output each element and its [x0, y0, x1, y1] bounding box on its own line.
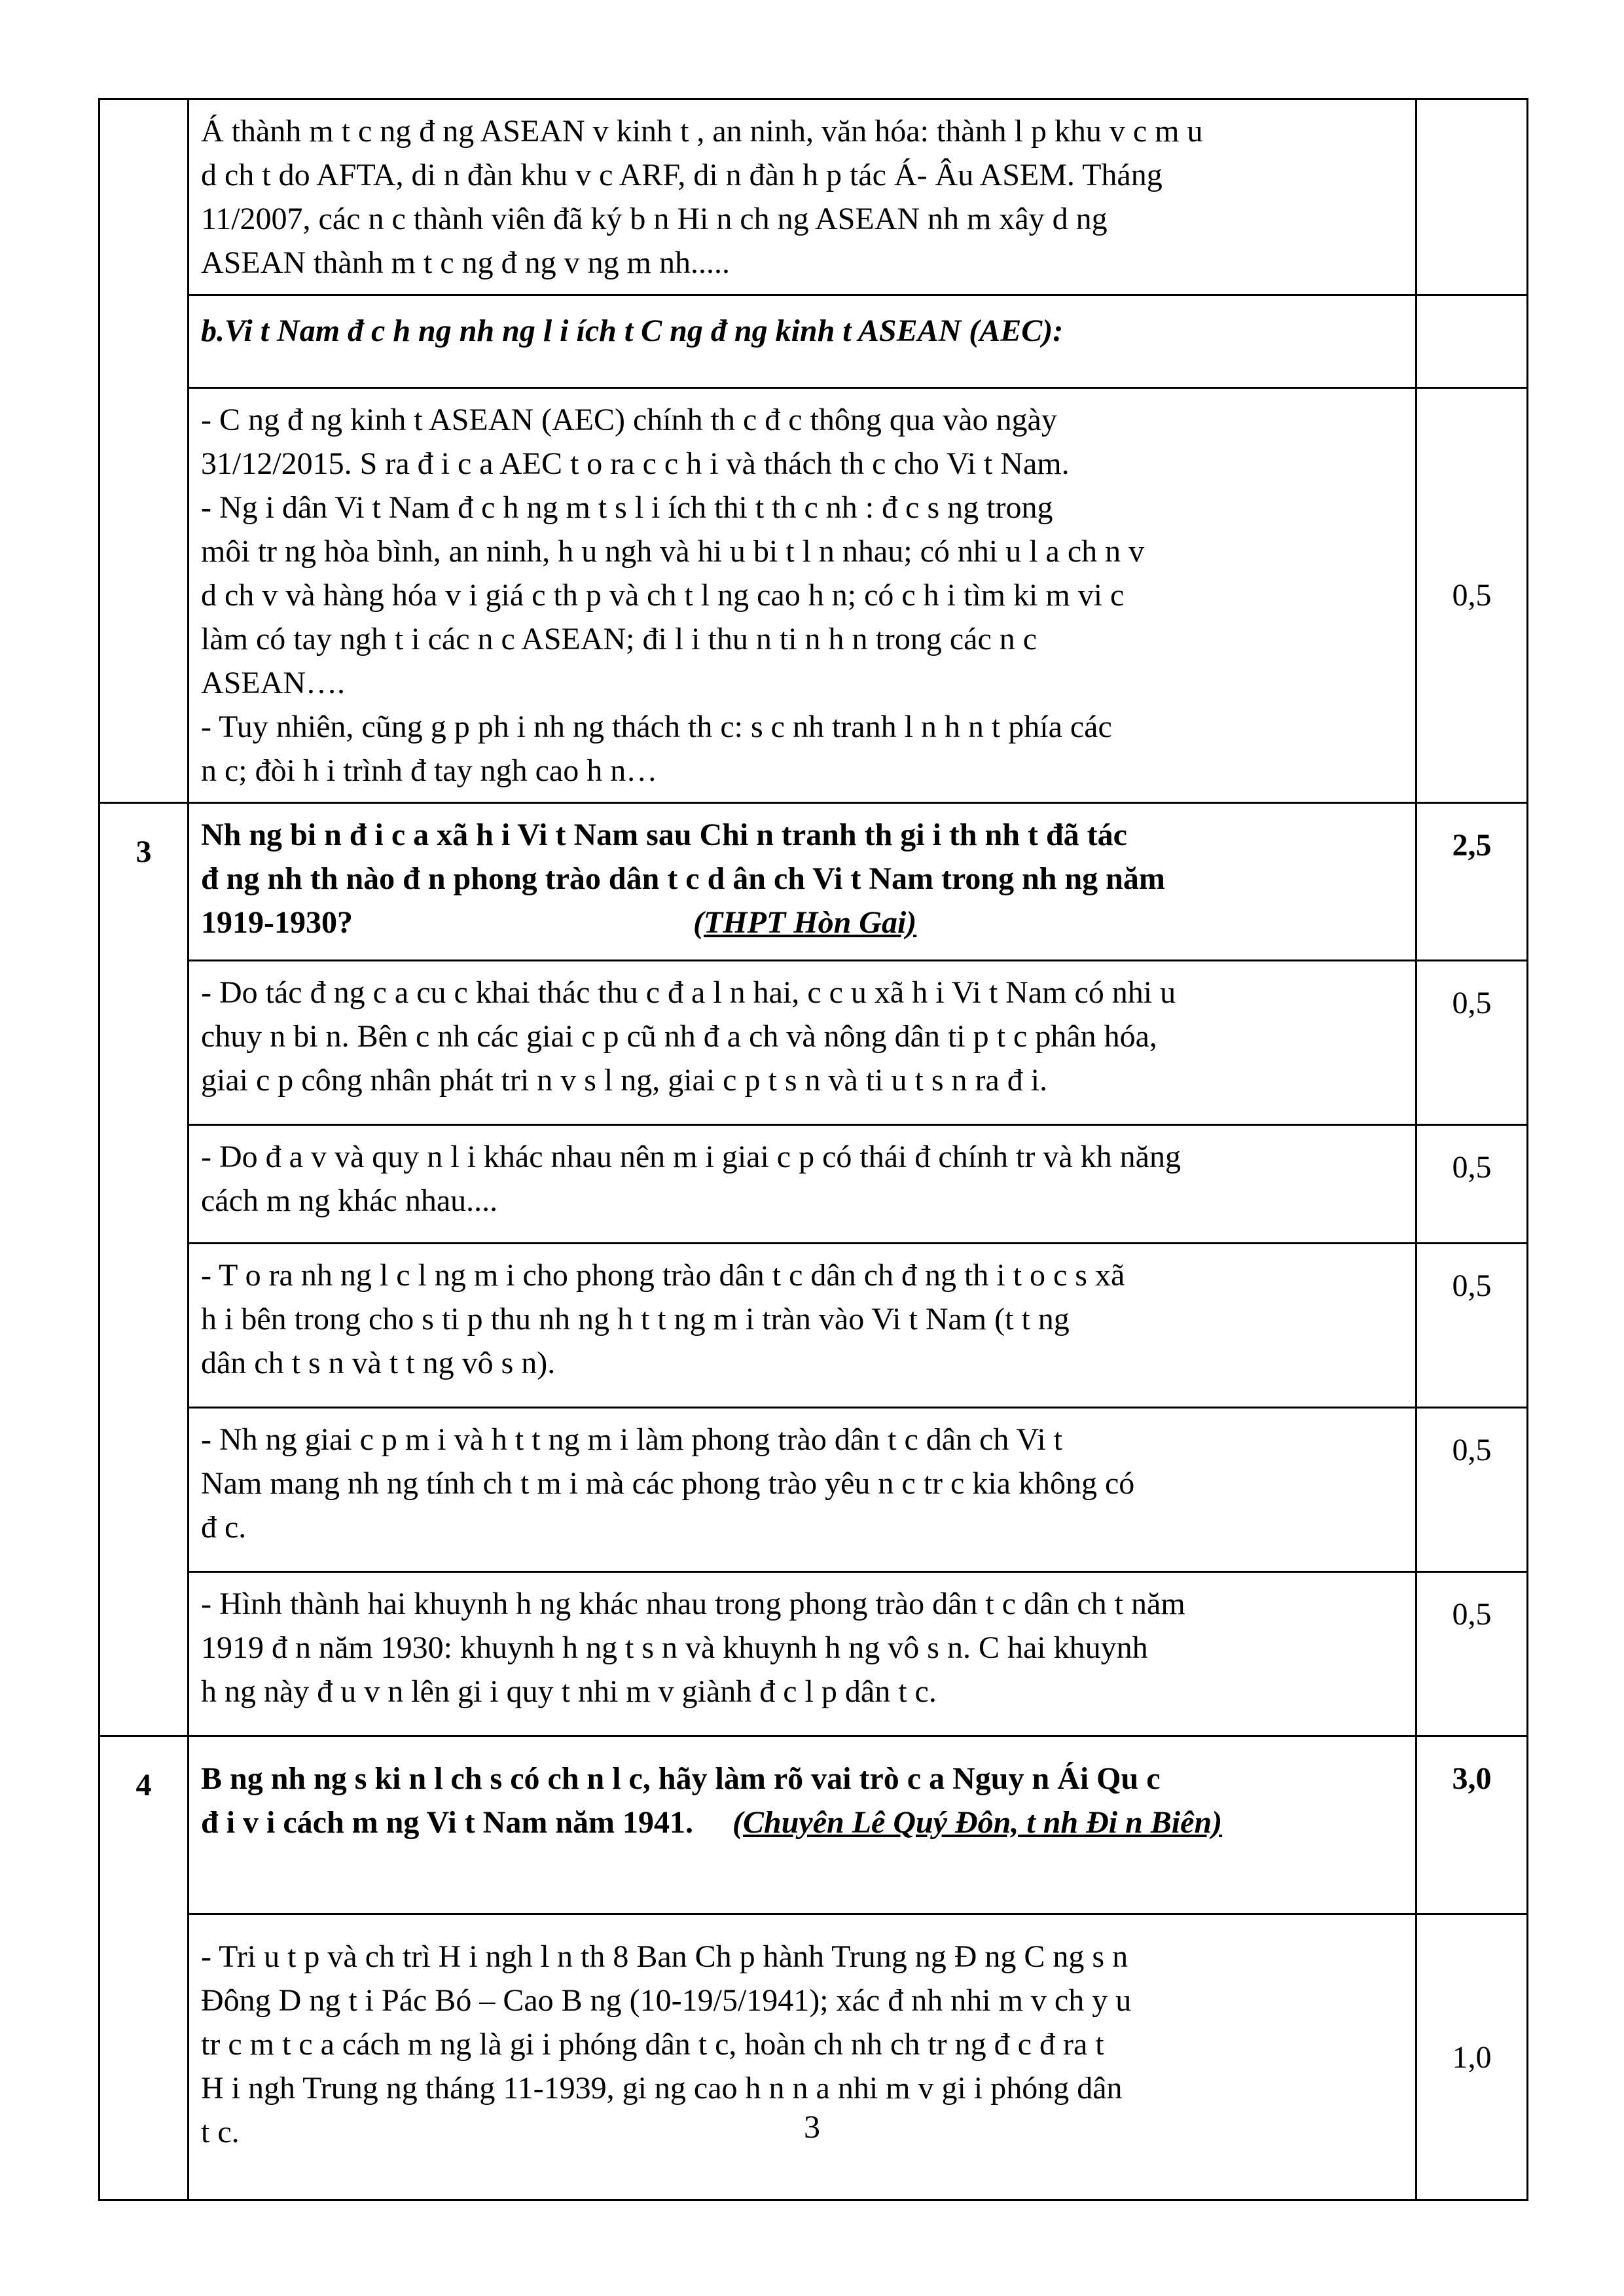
text-line: - Do tác đ ng c a cu c khai thác thu c đ a l n hai, c c u xã h i Vi t Nam có nhi u [201, 975, 1176, 1010]
question-source: (Chuyên Lê Quý Đôn, t nh Đi n Biên) [732, 1805, 1223, 1840]
page-number: 3 [804, 2108, 820, 2145]
score-cell: 0,5 [1416, 1125, 1528, 1244]
answer-content [189, 1125, 1416, 1244]
table-row [99, 1736, 1528, 1914]
text-line: 11/2007, các n c thành viên đã ký b n Hi n ch ng ASEAN nh m xây d ng [201, 202, 1108, 236]
text-line: 1919 đ n năm 1930: khuynh h ng t s n và khuynh h ng vô s n. C hai khuynh [201, 1630, 1148, 1665]
answer-table [98, 98, 1528, 2201]
answer-content [189, 388, 1416, 803]
table-row [99, 295, 1528, 388]
score-cell: 0,5 [1416, 388, 1528, 803]
text-line: - T o ra nh ng l c l ng m i cho phong trào dân t c dân ch đ ng th i t o c s xã [201, 1258, 1125, 1293]
question-line: Nh ng bi n đ i c a xã h i Vi t Nam sau Chi n tranh th gi i th nh t đã tác [201, 817, 1127, 852]
text-line: giai c p công nhân phát tri n v s l ng, giai c p t s n và ti u t s n ra đ i. [201, 1063, 1048, 1098]
question-line: B ng nh ng s ki n l ch s có ch n l c, hãy làm rõ vai trò c a Nguy n Ái Qu c [201, 1761, 1161, 1796]
text-line: môi tr ng hòa bình, an ninh, h u ngh và hi u bi t l n nhau; có nhi u l a ch n v [201, 534, 1145, 569]
table-row [99, 1914, 1528, 2200]
text-line: Á thành m t c ng đ ng ASEAN v kinh t , an ninh, văn hóa: thành l p khu v c m u [201, 114, 1203, 149]
score-cell: 0,5 [1416, 961, 1528, 1125]
text-line: n c; đòi h i trình đ tay ngh cao h n… [201, 753, 658, 788]
text-line: h i bên trong cho s ti p thu nh ng h t t ng m i tràn vào Vi t Nam (t t ng [201, 1302, 1070, 1336]
text-line: ASEAN thành m t c ng đ ng v ng m nh..... [201, 245, 730, 280]
score-cell [1416, 295, 1528, 388]
text-line: h ng này đ u v n lên gi i quy t nhi m v giành đ c l p dân t c. [201, 1674, 937, 1709]
answer-content [189, 961, 1416, 1125]
section-subheading-cell [189, 295, 1416, 388]
text-line: - C ng đ ng kinh t ASEAN (AEC) chính th c đ c thông qua vào ngày [201, 403, 1057, 437]
table-row [99, 1572, 1528, 1736]
text-line: đ c. [201, 1510, 247, 1545]
text-line: ASEAN…. [201, 666, 346, 700]
text-line: - Do đ a v và quy n l i khác nhau nên m i giai c p có thái đ chính tr và kh năng [201, 1139, 1181, 1174]
answer-content [189, 1408, 1416, 1572]
score-cell: 1,0 [1416, 1914, 1528, 2200]
question-number: 3 [99, 803, 189, 1736]
text-line: 31/12/2015. S ra đ i c a AEC t o ra c c h i và thách th c cho Vi t Nam. [201, 446, 1070, 481]
text-line: t c. [201, 2115, 240, 2149]
score-cell: 0,5 [1416, 1572, 1528, 1736]
text-line: d ch t do AFTA, di n đàn khu v c ARF, di n đàn h p tác Á- Âu ASEM. Tháng [201, 158, 1163, 192]
score-cell: 0,5 [1416, 1408, 1528, 1572]
table-row [99, 1125, 1528, 1244]
score-cell: 0,5 [1416, 1244, 1528, 1408]
question-score: 2,5 [1416, 803, 1528, 961]
answer-content [189, 1572, 1416, 1736]
question-source: (THPT Hòn Gai) [693, 905, 917, 940]
score-cell [1416, 99, 1528, 295]
question-number-cell [99, 99, 189, 803]
question-line: 1919-1930? [201, 905, 353, 940]
answer-content [189, 99, 1416, 295]
table-row [99, 388, 1528, 803]
question-text [189, 1736, 1416, 1914]
text-line: cách m ng khác nhau.... [201, 1183, 498, 1218]
table-row [99, 803, 1528, 961]
text-line: d ch v và hàng hóa v i giá c th p và ch t l ng cao h n; có c h i tìm ki m vi c [201, 578, 1125, 613]
text-line: tr c m t c a cách m ng là gi i phóng dân t c, hoàn ch nh ch tr ng đ c đ ra t [201, 2027, 1104, 2062]
text-line: Đông D ng t i Pác Bó – Cao B ng (10-19/5/1941); xác đ nh nhi m v ch y u [201, 1983, 1132, 2018]
text-line: dân ch t s n và t t ng vô s n). [201, 1346, 556, 1380]
section-subheading: b.Vi t Nam đ c h ng nh ng l i ích t C ng đ ng kinh t ASEAN (AEC): [201, 314, 1064, 348]
text-line: chuy n bi n. Bên c nh các giai c p cũ nh đ a ch và nông dân ti p t c phân hóa, [201, 1019, 1157, 1054]
question-line: đ i v i cách m ng Vi t Nam năm 1941. [201, 1805, 694, 1840]
text-line: - Hình thành hai khuynh h ng khác nhau trong phong trào dân t c dân ch t năm [201, 1587, 1185, 1621]
table-row [99, 961, 1528, 1125]
table-row [99, 99, 1528, 295]
question-number: 4 [99, 1736, 189, 2200]
text-line: - Ng i dân Vi t Nam đ c h ng m t s l i ích thi t th c nh : đ c s ng trong [201, 490, 1053, 525]
text-line: - Nh ng giai c p m i và h t t ng m i làm phong trào dân t c dân ch Vi t [201, 1422, 1062, 1457]
text-line: làm có tay ngh t i các n c ASEAN; đi l i thu n ti n h n trong các n c [201, 622, 1038, 656]
table-row [99, 1244, 1528, 1408]
answer-content [189, 1244, 1416, 1408]
text-line: Nam mang nh ng tính ch t m i mà các phong trào yêu n c tr c kia không có [201, 1466, 1135, 1501]
question-score: 3,0 [1416, 1736, 1528, 1914]
answer-content [189, 1914, 1416, 2200]
text-line: - Tuy nhiên, cũng g p ph i nh ng thách th c: s c nh tranh l n h n t phía các [201, 709, 1112, 744]
text-line: H i ngh Trung ng tháng 11-1939, gi ng cao h n n a nhi m v gi i phóng dân [201, 2071, 1123, 2106]
text-line: - Tri u t p và ch trì H i ngh l n th 8 Ban Ch p hành Trung ng Đ ng C ng s n [201, 1939, 1128, 1974]
table-row [99, 1408, 1528, 1572]
question-text [189, 803, 1416, 961]
question-line: đ ng nh th nào đ n phong trào dân t c d ân ch Vi t Nam trong nh ng năm [201, 861, 1165, 896]
